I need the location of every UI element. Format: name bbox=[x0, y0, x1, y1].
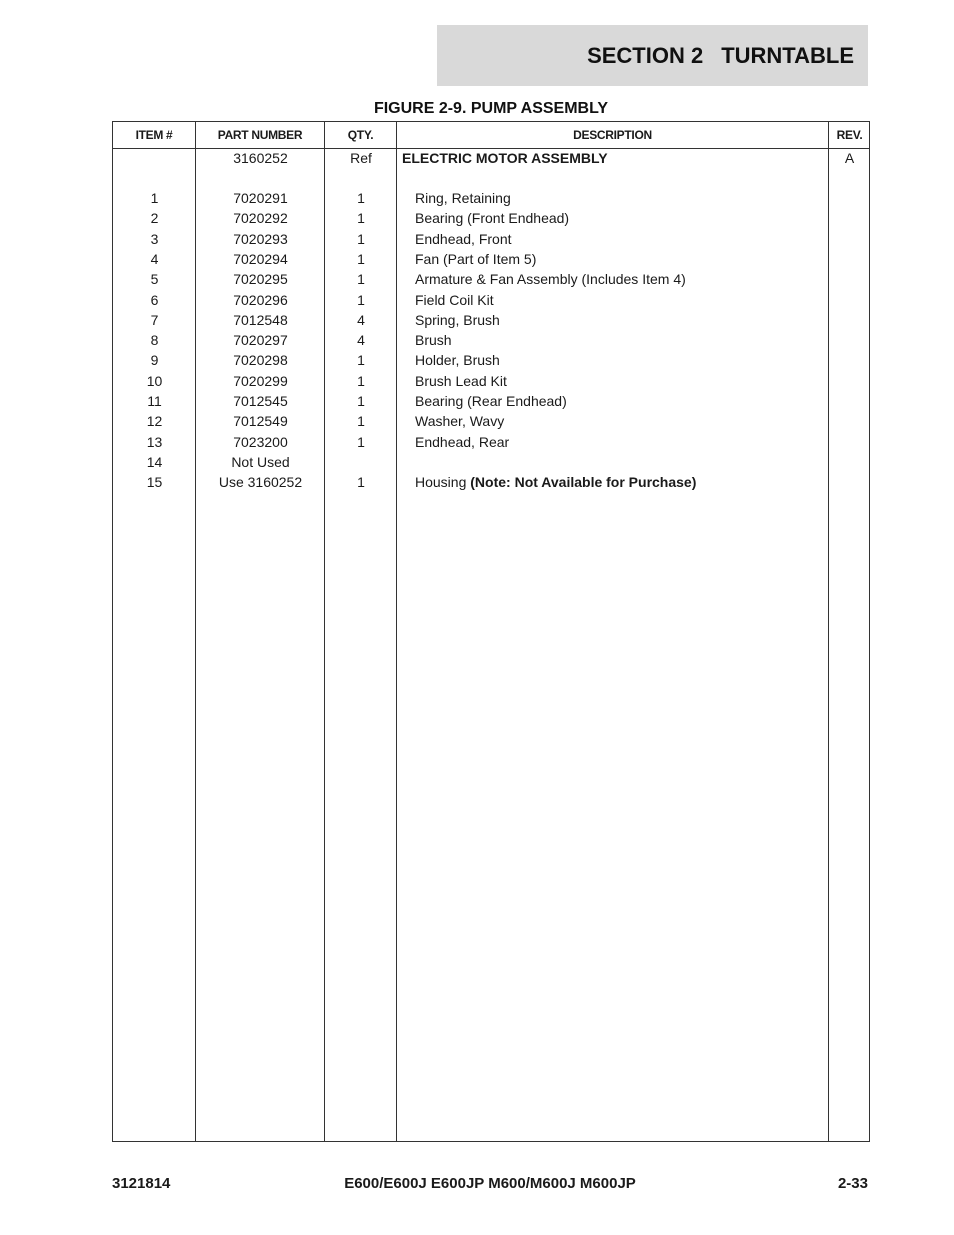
assembly-qty: Ref bbox=[350, 150, 372, 166]
description bbox=[415, 391, 840, 411]
description bbox=[415, 310, 840, 330]
page-number: 2-33 bbox=[837, 1175, 868, 1192]
item-number: 8 bbox=[150, 332, 159, 349]
section-name: TURNTABLE bbox=[721, 42, 854, 68]
part-number: 7020293 bbox=[233, 230, 288, 247]
item-number: 2 bbox=[150, 210, 159, 227]
part-number: 7020294 bbox=[233, 250, 288, 267]
description bbox=[415, 371, 840, 391]
quantity: 4 bbox=[357, 311, 365, 328]
description-text: Spring, Brush bbox=[415, 311, 500, 328]
description bbox=[415, 350, 840, 370]
quantity: 1 bbox=[357, 230, 365, 247]
quantity bbox=[325, 452, 397, 472]
description-text: Bearing (Front Endhead) bbox=[415, 210, 570, 227]
document-number: 3121814 bbox=[112, 1175, 171, 1192]
quantity: 1 bbox=[357, 393, 365, 409]
part-number: 7020298 bbox=[233, 352, 288, 369]
description bbox=[415, 269, 840, 289]
part-number: 7020292 bbox=[233, 210, 288, 227]
model-list: E600/E600J E600JP M600/M600J M600JP bbox=[344, 1175, 636, 1192]
part-number: Use 3160252 bbox=[218, 474, 303, 491]
part-number: 7012548 bbox=[233, 311, 288, 328]
description bbox=[415, 432, 840, 452]
quantity: 1 bbox=[357, 433, 365, 450]
item-number: 11 bbox=[147, 393, 162, 409]
item-number: 12 bbox=[146, 413, 163, 430]
part-number: 7020299 bbox=[233, 372, 288, 389]
assembly-description: ELECTRIC MOTOR ASSEMBLY bbox=[402, 150, 608, 166]
item-number: 6 bbox=[150, 291, 159, 308]
description bbox=[415, 208, 840, 228]
description bbox=[415, 249, 840, 269]
part-number: 7020297 bbox=[233, 332, 288, 349]
part-number: 7020291 bbox=[233, 190, 288, 206]
description bbox=[415, 290, 840, 310]
quantity: 1 bbox=[357, 190, 365, 206]
part-number: 7020295 bbox=[233, 271, 288, 288]
item-number: 13 bbox=[146, 433, 163, 450]
description bbox=[415, 452, 840, 472]
quantity: 1 bbox=[357, 250, 365, 267]
item-number: 9 bbox=[150, 352, 159, 369]
quantity: 4 bbox=[357, 332, 365, 349]
description bbox=[415, 472, 840, 492]
item-number: 15 bbox=[146, 474, 163, 491]
quantity: 1 bbox=[357, 474, 365, 491]
description-text: Housing bbox=[415, 474, 467, 491]
item-number: 7 bbox=[150, 311, 159, 328]
description-text: Armature & Fan Assembly (Includes Item 4) bbox=[415, 271, 686, 288]
item-number: 5 bbox=[150, 271, 159, 288]
description-text: Field Coil Kit bbox=[415, 291, 494, 308]
description-text: Washer, Wavy bbox=[415, 413, 505, 430]
quantity: 1 bbox=[357, 372, 365, 389]
section-header bbox=[437, 25, 868, 86]
parts-table bbox=[112, 121, 870, 1142]
column-header-item: ITEM # bbox=[135, 128, 173, 142]
item-number: 1 bbox=[150, 190, 159, 206]
item-number: 10 bbox=[146, 372, 163, 389]
column-header-rev: REV. bbox=[836, 128, 863, 142]
item-number: 14 bbox=[146, 453, 163, 470]
item-number: 3 bbox=[150, 230, 159, 247]
quantity: 1 bbox=[357, 413, 365, 430]
part-number: 7012549 bbox=[233, 413, 288, 430]
description bbox=[415, 330, 840, 350]
part-number: 7020296 bbox=[233, 291, 288, 308]
description bbox=[415, 229, 840, 249]
part-number: 7023200 bbox=[233, 433, 288, 450]
quantity: 1 bbox=[357, 352, 365, 369]
quantity: 1 bbox=[357, 291, 365, 308]
description bbox=[415, 411, 840, 431]
description-text: Endhead, Front bbox=[415, 230, 512, 247]
figure-title: FIGURE 2-9. PUMP ASSEMBLY bbox=[373, 100, 609, 117]
description-note: (Note: Not Available for Purchase) bbox=[470, 474, 697, 491]
column-header-qty: QTY. bbox=[347, 128, 374, 142]
description-text: Brush bbox=[415, 332, 452, 349]
part-number: Not Used bbox=[231, 453, 290, 470]
column-header-description: DESCRIPTION bbox=[573, 128, 652, 142]
description-text: Holder, Brush bbox=[415, 352, 500, 369]
description-text: Ring, Retaining bbox=[415, 190, 511, 206]
description-text: Fan (Part of Item 5) bbox=[415, 250, 537, 267]
description-text: Bearing (Rear Endhead) bbox=[415, 393, 567, 409]
page-footer bbox=[112, 1175, 868, 1195]
quantity: 1 bbox=[357, 210, 365, 227]
assembly-rev: A bbox=[844, 150, 855, 166]
assembly-part-number: 3160252 bbox=[233, 150, 288, 166]
item-number: 4 bbox=[150, 250, 159, 267]
description-text: Brush Lead Kit bbox=[415, 372, 507, 389]
section-number: SECTION 2 bbox=[587, 42, 704, 68]
column-header-part-number: PART NUMBER bbox=[217, 128, 303, 142]
quantity: 1 bbox=[357, 271, 365, 288]
description-text: Endhead, Rear bbox=[415, 433, 510, 450]
description bbox=[415, 188, 840, 208]
part-number: 7012545 bbox=[233, 393, 288, 409]
